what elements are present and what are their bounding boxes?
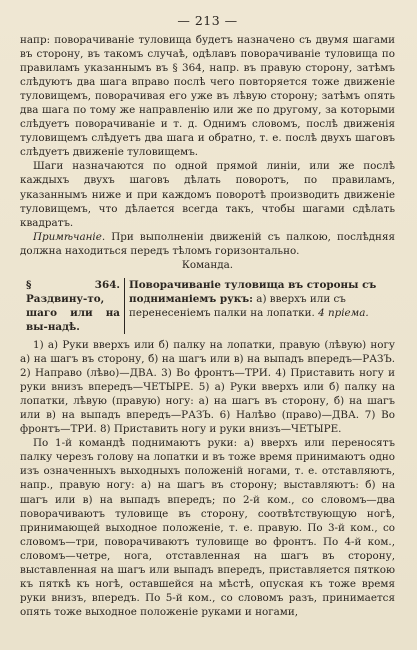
paragraph-3: 1) а) Руки вверхъ или б) палку на лопатки, правую (лѣвую) ногу а) на шагъ въ сторону, б) на шагъ или в) на выпадъ впередъ—РАЗЪ. 2) Направо (лѣво)—ДВА. 3) Во фронтъ—ТРИ. 4) Приставить ногу и руки внизъ впередъ—ЧЕТЫРЕ. 5) а) Руки вверхъ или б) палку на лопатки, лѣвую (правую) ногу: а) на шагъ въ сторону, б) на шагъ или в) на выпадъ впередъ—РАЗЪ. 6) Налѣво (право)—ДВА. 7) Во фронтъ—ТРИ. 8) Приставить ногу и руки внизъ—ЧЕТЫРЕ. <box>20 338 395 436</box>
command-heading: Команда. <box>181 258 234 271</box>
paragraph-2: Шаги назначаются по одной прямой линіи, или же послѣ каждыхъ двухъ шаговъ дѣлать поворотъ, по правиламъ, указаннымъ ниже и при каждомъ поворотѣ производить движеніе туловищемъ, что дѣлается всегда такъ, чтобы шагами сдѣлать квадратъ. <box>20 160 395 229</box>
note-label: Примѣчаніе. <box>33 230 106 243</box>
section-364 <box>20 278 395 334</box>
note-text: При выполненіи движеній съ палкою, послѣдняя должна находиться передъ тѣломъ горизонтально. <box>20 230 395 257</box>
section-reception: 4 пріема. <box>314 306 369 319</box>
paragraph-1: напр: поворачиваніе туловища будетъ назначено съ двумя шагами въ сторону, въ такомъ случаѣ, одѣлавъ поворачиваніе туловища по правиламъ указаннымъ въ § 364, напр. въ правую сторону, затѣмъ слѣдуютъ два шага вправо послѣ чего повторяется тоже движеніе туловищемъ, поворачивая его уже въ лѣвую сторону; затѣмъ опять два шага по тому же направленію или же по другому, за которыми слѣдуетъ поворачиваніе и т. д. Однимъ словомъ, послѣ движенія туловищемъ слѣдуетъ два шага и обратно, т. е. послѣ двухъ шаговъ слѣдуетъ движеніе туловищемъ. <box>20 34 395 159</box>
section-title: Поворачиваніе туловища въ стороны съ подниманіемъ рукъ: <box>129 278 377 305</box>
paragraph-4: По 1-й командѣ поднимаютъ руки: а) вверхъ или переносятъ палку черезъ голову на лопатки и въ тоже время принимаютъ одно изъ означенныхъ выходныхъ положеній ногами, т. е. отставляютъ, напр., правую ногу: а) на шагъ въ сторону; выставляютъ: б) на шагъ или в) на выпадъ впередъ; по 2-й ком., со словомъ—два поворачиваютъ туловище въ сторону, соотвѣтствующую ногѣ, принимающей выходное положеніе, т. е. правую. По 3-й ком., со словомъ—три, поворачиваютъ туловище во фронтъ. По 4-й ком., словомъ—четре, нога, отставленная на шагъ въ сторону, выставленная на шагъ или выпадъ впередъ, приставляется пяткою къ пяткѣ къ ногѣ, оставшейся на мѣстѣ, опуская къ тоже время руки внизъ, впередъ. По 5-й ком., со словомъ разъ, принимается опять тоже выходное положеніе руками и ногами, <box>20 437 395 618</box>
section-subtitle: а) вверхъ или съ перенесеніемъ палки на лопатки. <box>129 292 346 319</box>
note-paragraph <box>20 230 395 258</box>
page-number: — 213 — <box>177 13 238 28</box>
section-number: § 364. Раздвину-то, шаго или на вы-надѣ. <box>26 278 120 333</box>
section-heading <box>124 278 395 334</box>
